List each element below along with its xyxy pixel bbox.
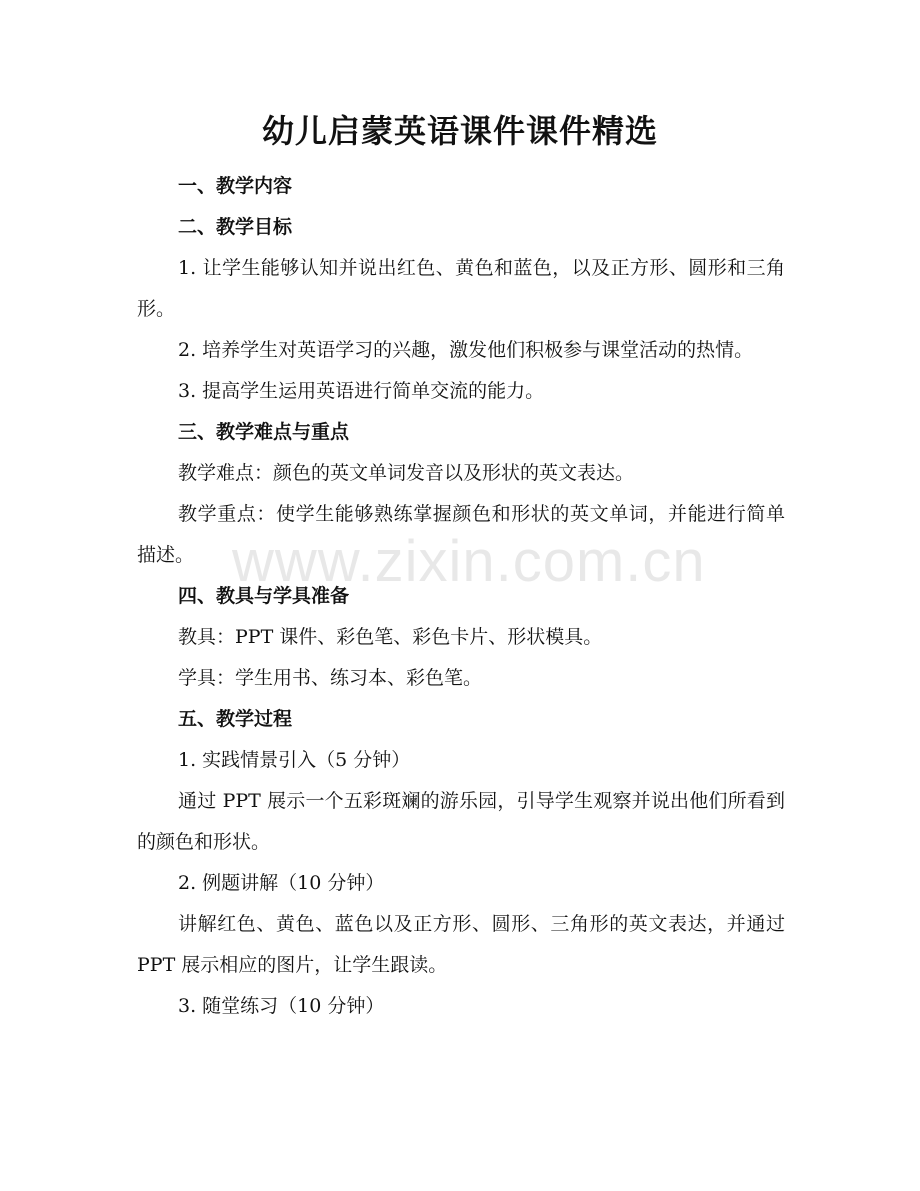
paragraph: 1. 让学生能够认知并说出红色、黄色和蓝色，以及正方形、圆形和三角形。 (137, 257, 785, 320)
paragraph: 1. 实践情景引入（5 分钟） (178, 749, 411, 771)
section-heading: 三、教学难点与重点 (178, 421, 350, 443)
section-heading: 一、教学内容 (178, 175, 293, 197)
paragraph: 3. 提高学生运用英语进行简单交流的能力。 (178, 380, 545, 402)
section-heading: 五、教学过程 (178, 708, 293, 730)
document-body (137, 166, 785, 1027)
paragraph: 教具：PPT 课件、彩色笔、彩色卡片、形状模具。 (178, 626, 603, 648)
paragraph: 2. 培养学生对英语学习的兴趣，激发他们积极参与课堂活动的热情。 (178, 339, 754, 361)
paragraph: 讲解红色、黄色、蓝色以及正方形、圆形、三角形的英文表达，并通过 PPT 展示相应的图片，让学生跟读。 (137, 913, 785, 976)
section-heading: 四、教具与学具准备 (178, 585, 350, 607)
document-title: 幼儿启蒙英语课件课件精选 (261, 112, 658, 150)
paragraph: 学具：学生用书、练习本、彩色笔。 (178, 667, 483, 689)
section-heading: 二、教学目标 (178, 216, 293, 238)
watermark: www.zixin.com.cn (232, 529, 706, 594)
paragraph: 教学重点：使学生能够熟练掌握颜色和形状的英文单词，并能进行简单描述。 (137, 503, 785, 566)
paragraph: 2. 例题讲解（10 分钟） (178, 872, 385, 894)
paragraph: 通过 PPT 展示一个五彩斑斓的游乐园，引导学生观察并说出他们所看到的颜色和形状。 (137, 790, 785, 853)
paragraph: 3. 随堂练习（10 分钟） (178, 995, 385, 1017)
paragraph: 教学难点：颜色的英文单词发音以及形状的英文表达。 (178, 462, 635, 484)
